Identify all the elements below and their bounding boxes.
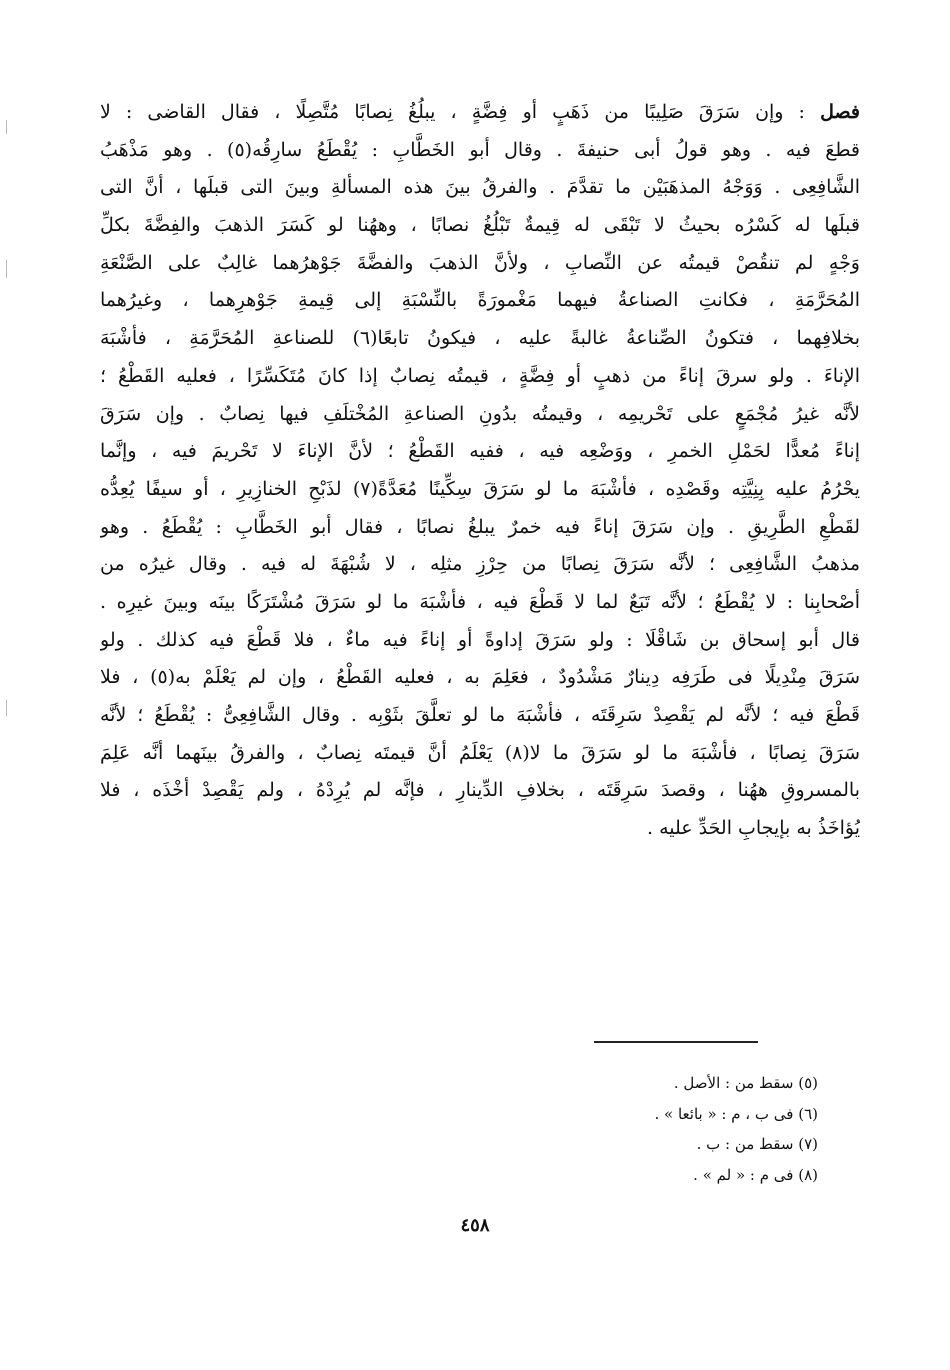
footnote: (٧) سقط من : ب . xyxy=(696,1135,818,1153)
page-number: ٤٥٨ xyxy=(460,1215,490,1236)
text-line: يُؤاخَذُ به بإيجابِ الحَدِّ عليه . xyxy=(647,817,860,840)
text-line: سَرَقَ مِنْدِيلًا فى طَرَفِه دِينارٌ مَشْدُودٌ ، فعَلِمَ به ، فعليه القَطْعُ ، وإن لم يَعْلَمْ به(٥) ، فلا xyxy=(100,666,860,689)
text-line: بالمسروقِ ههُنا ، وقصدَ سَرِقَتَه ، بخلافِ الدِّينارِ ، فإنَّه لم يُرِدْهُ ، ولم يَقْصِدْ أخْذَه ، فلا xyxy=(100,779,860,802)
text-line: لقَطْعِ الطَّرِيقِ . وإن سَرَقَ إناءً فيه خمرٌ يبلغُ نصابًا ، فقال أبو الخَطَّابِ : يُقْطَعُ . وهو xyxy=(100,515,860,538)
text-line-content: : وإن سَرَقَ صَلِيبًا من ذَهَبٍ أو فِضَّةٍ ، يبلُغُ نِصابًا مُتَّصِلًا ، فقال القاضى : لا xyxy=(100,101,805,123)
section-heading: فصل xyxy=(820,101,860,123)
main-text xyxy=(100,94,860,848)
text-line: أصْحابِنا : لا يُقْطَعُ ؛ لأنَّه تَبَعٌ لما لا قَطْعَ فيه ، فأشْبَهَ ما لو سَرَقَ مُشْتَرَكًا بينَه وبينَ غيرِه . xyxy=(100,590,860,613)
text-line: إناءً مُعدًّا لحَمْلِ الخمرِ ، ووَضْعِه فيه ، ففيه القَطْعُ ؛ لأنَّ الإناءَ لا تَحْريمَ فيه ، وإنَّما xyxy=(100,440,860,463)
text-line: المُحَرَّمَةِ ، فكانتِ الصناعةُ فيهما مَغْمورَةً بالنِّسْبَةِ إلى قِيمةِ جَوْهرِهما ، وغيرُهما xyxy=(100,289,860,312)
footnotes xyxy=(418,1068,818,1190)
scan-edge-mark xyxy=(6,120,7,134)
text-line: لأنَّه غيرُ مُجْمَعٍ على تَحْريمِه ، وقيمتُه بدُونِ الصناعةِ المُخْتلَفِ فيها نِصابٌ . وإن سَرَقَ xyxy=(100,402,860,425)
text-line: يحْرُمُ عليه بِنِيَّتِه وقَصْدِه ، فأشْبَهَ ما لو سَرَقَ سِكِّينًا مُعَدَّةً(٧) لذَبْحِ الخنازِيرِ ، أو سيفًا يُعِدُّه xyxy=(100,477,860,500)
text-line: الشَّافِعِى . وَوَجْهُ المذهَبَيْن ما تقدَّمَ . والفرقُ بينَ هذه المسألةِ وبينَ التى قبلَها ، أنَّ التى xyxy=(100,176,860,199)
text-line xyxy=(100,94,860,132)
text-line: سَرَقَ نِصابًا ، فأشْبَهَ ما لو سَرَقَ ما لا(٨) يَعْلَمُ أنَّ قيمتَه نِصابٌ ، والفرقُ بينَهما أنَّه عَلِمَ xyxy=(100,741,860,764)
text-line: بخلافِهما ، فتكونُ الصِّناعةُ غالبةً عليه ، فيكونُ تابعًا(٦) للصناعةِ المُحَرَّمَةِ ، فأشْبَهَ xyxy=(100,327,860,350)
text-line: وَجْهٍ لم تنقُصْ قيمتُه عن النِّصابِ ، ولأنَّ الذهبَ والفضَّةَ جَوْهرُهما غالِبٌ على الصَّنْعَةِ xyxy=(100,251,860,274)
text-line: مذهبُ الشَّافِعِى ؛ لأنَّه سَرَقَ نِصابًا من حِرْزِ مثلِه ، لا شُبْهَةَ له فيه . وقال غيرُه من xyxy=(100,553,860,576)
text-line: الإناءَ . ولو سرقَ إناءً من ذهبٍ أو فِضَّةٍ ، قيمتُه نِصابٌ إذا كانَ مُتَكَسِّرًا ، فعليه القَطْعُ ؛ xyxy=(100,364,860,387)
text-line: قَطْعَ فيه ؛ لأنَّه لم يَقْصِدْ سَرِقَتَه ، فأشْبَهَ ما لو تعلَّقَ بثَوْبِه . وقال الشَّافِعِىُّ : يُقْطَعُ ؛ لأنَّه xyxy=(100,704,860,726)
text-line: قبلَها له كَسْرُه بحيثُ لا تَبْقَى له قِيمةٌ تَبْلُغُ نصابًا ، وههُنا لو كَسَرَ الذهبَ والفِضَّةَ بكلِّ xyxy=(100,214,860,237)
scan-edge-mark xyxy=(6,700,7,716)
footnote: (٦) فى ب ، م : « بائعا » . xyxy=(654,1104,818,1123)
scan-edge-mark xyxy=(6,260,7,278)
text-line: قال أبو إسحاق بن شَاقْلَا : ولو سَرَقَ إداوةً أو إناءً فيه ماءٌ ، فلا قَطْعَ فيه كذلك . ولو xyxy=(100,628,860,651)
footnote-separator xyxy=(594,1041,758,1043)
footnote: (٥) سقط من : الأصل . xyxy=(673,1074,818,1092)
text-line: قطعَ فيه . وهو قولُ أبى حنيفةَ . وقال أبو الخَطَّابِ : يُقْطَعُ سارِقُه(٥) . وهو مَذْهَبُ xyxy=(100,138,860,161)
footnote: (٨) فى م : « لم » . xyxy=(693,1165,818,1184)
